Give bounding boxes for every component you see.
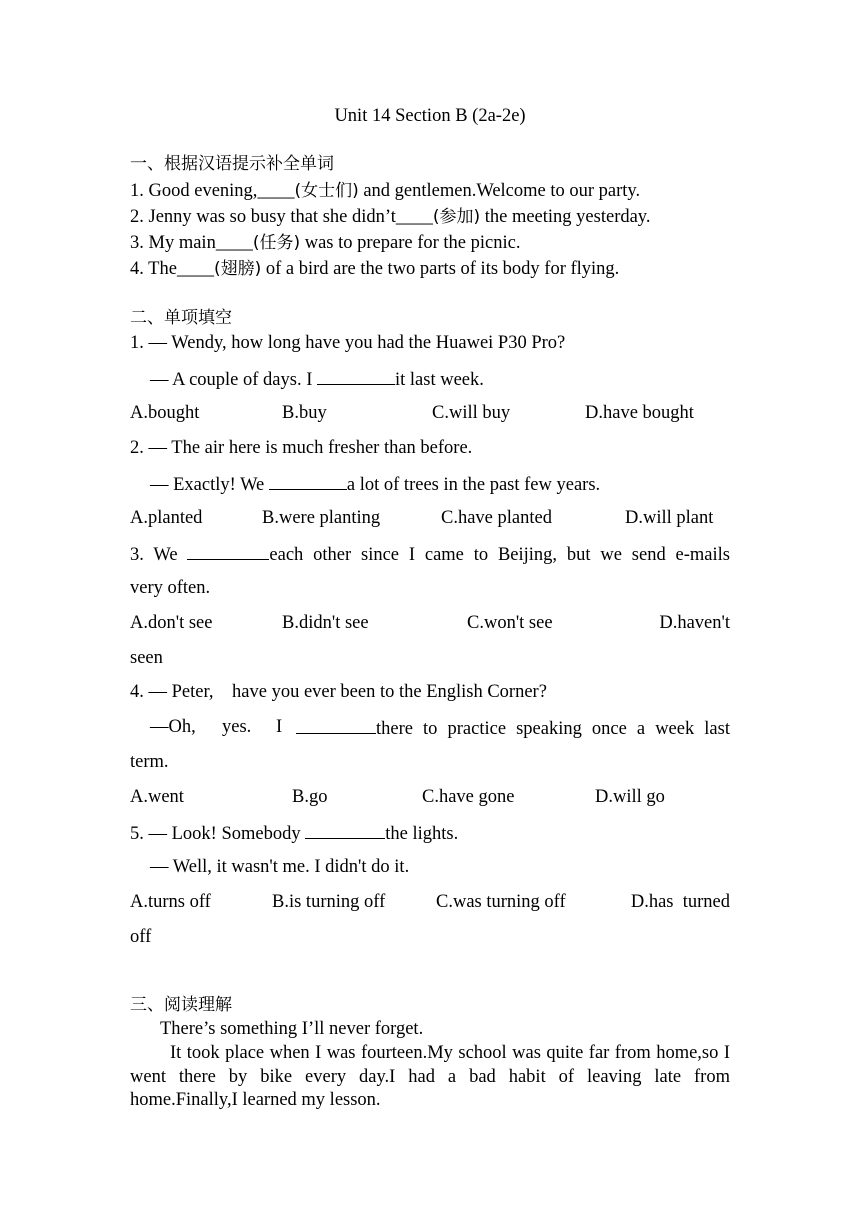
q1-option-b: B.buy <box>282 403 327 423</box>
q1-response: — A couple of days. I it last week. <box>150 367 484 391</box>
q2-option-a: A.planted <box>130 508 203 528</box>
q5-option-c: C.was turning off <box>436 892 566 912</box>
q2-response: — Exactly! We a lot of trees in the past few years. <box>150 472 600 496</box>
answer-blank <box>187 542 269 560</box>
q2-option-c: C.have planted <box>441 508 552 528</box>
q4-response-yes: yes. <box>222 717 252 737</box>
section1-item-2: 2. Jenny was so busy that she didn’t____(参加) the meeting yesterday. <box>130 207 651 227</box>
answer-blank <box>305 821 385 839</box>
q2-question: 2. — The air here is much fresher than before. <box>130 438 473 458</box>
q5-option-d: D.has turned <box>630 892 730 912</box>
q4-option-a: A.went <box>130 787 184 807</box>
q2-option-b: B.were planting <box>262 508 381 528</box>
section2-heading: 二、单项填空 <box>130 308 232 328</box>
q3-option-b: B.didn't see <box>282 613 369 633</box>
section1-item-3: 3. My main____(任务) was to prepare for the picnic. <box>130 233 521 253</box>
q4-option-b: B.go <box>292 787 328 807</box>
q2-option-d: D.will plant <box>625 508 714 528</box>
q3-option-c: C.won't see <box>467 613 553 633</box>
reading-paragraph-2: It took place when I was fourteen.My school was quite far from home,so I went there by bike every day.I had a bad habit of leaving late from home.Finally,I learned my lesson. <box>130 1043 730 1110</box>
q4-response: there to practice speaking once a week last <box>296 716 730 740</box>
section1-heading: 一、根据汉语提示补全单词 <box>130 154 334 174</box>
q1-option-c: C.will buy <box>432 403 511 423</box>
page-title: Unit 14 Section B (2a-2e) <box>334 106 526 126</box>
q5-response: — Well, it wasn't me. I didn't do it. <box>150 857 410 877</box>
answer-blank <box>269 472 347 490</box>
q4-option-c: C.have gone <box>422 787 515 807</box>
reading-paragraph-1: There’s something I’ll never forget. <box>160 1019 424 1039</box>
q4-option-d: D.will go <box>595 787 665 807</box>
q3-question: 3. We each other since I came to Beijing, but we send e-mails <box>130 542 730 566</box>
section3-heading: 三、阅读理解 <box>130 995 232 1015</box>
q3-option-d: D.haven't <box>659 613 730 633</box>
q3-question-cont: very often. <box>130 578 211 598</box>
q3-option-d-cont: seen <box>130 648 163 668</box>
q4-response-cont: term. <box>130 752 169 772</box>
q4-response-i: I <box>276 717 283 737</box>
answer-blank <box>317 367 395 385</box>
q1-question: 1. — Wendy, how long have you had the Huawei P30 Pro? <box>130 333 566 353</box>
section1-item-4: 4. The____(翅膀) of a bird are the two parts of its body for flying. <box>130 259 620 279</box>
q5-question: 5. — Look! Somebody the lights. <box>130 821 458 845</box>
section1-item-1: 1. Good evening,____(女士们) and gentlemen.Welcome to our party. <box>130 181 641 201</box>
q4-question: 4. — Peter, have you ever been to the English Corner? <box>130 682 547 702</box>
q1-option-a: A.bought <box>130 403 200 423</box>
q3-option-a: A.don't see <box>130 613 213 633</box>
q5-option-b: B.is turning off <box>272 892 386 912</box>
q1-option-d: D.have bought <box>585 403 694 423</box>
answer-blank <box>296 716 376 734</box>
q4-response-oh: —Oh, <box>150 717 196 737</box>
q5-option-a: A.turns off <box>130 892 211 912</box>
q5-option-d-cont: off <box>130 927 152 947</box>
